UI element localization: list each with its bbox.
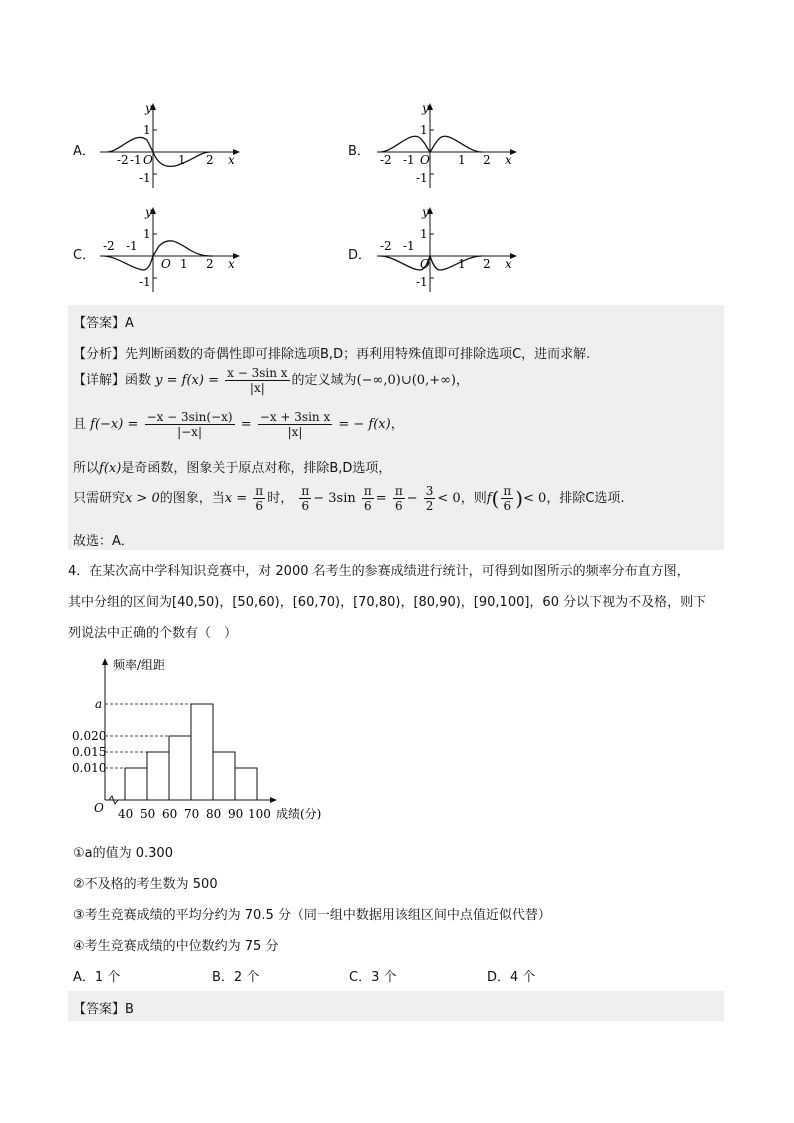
y-axis-label: 频率/组距: [113, 658, 166, 672]
histogram-bar: [191, 704, 213, 800]
text: 只需研究: [73, 491, 126, 506]
denominator: 6: [255, 499, 264, 513]
numerator: π: [503, 484, 512, 498]
numerator: π: [363, 484, 372, 498]
fraction: [145, 410, 235, 439]
q4-answer-line: [73, 998, 134, 1017]
tick-y-neg1: -1: [139, 275, 151, 289]
fraction-pi-6: [362, 484, 374, 513]
tick-y-1: 1: [420, 227, 428, 241]
origin-label: O: [420, 153, 430, 167]
tick-x-1: 1: [178, 153, 186, 167]
y-tick-label: 0.010: [72, 761, 107, 775]
denominator: 2: [425, 499, 434, 513]
numerator: x − 3sin x: [227, 366, 288, 380]
tick-x-2: 2: [483, 153, 491, 167]
tick-x-neg2: -2: [380, 153, 392, 167]
text: 函数: [125, 373, 152, 388]
y-axis-label: y: [145, 101, 152, 115]
option-d-label: D．: [348, 248, 372, 263]
answer-tag: 【答案】: [73, 316, 126, 331]
choice-b: B．2 个: [212, 970, 260, 985]
choice-a: A．1 个: [73, 970, 121, 985]
x-axis-label: x: [228, 257, 235, 271]
x-axis-label: 成绩(分): [276, 807, 322, 821]
x-tick-label: 70: [184, 807, 200, 821]
denominator: |−x|: [177, 425, 202, 439]
answer-line: [73, 312, 134, 331]
analysis-text: 先判断函数的奇偶性即可排除选项B,D；再利用特殊值即可排除选项C，进而求解.: [125, 347, 591, 362]
numerator: 3: [425, 484, 434, 498]
graph-option-a: [95, 100, 245, 190]
tick-x-1: 1: [458, 257, 466, 271]
graph-option-b: [372, 100, 522, 190]
origin-label: O: [143, 153, 153, 167]
denominator: |x|: [287, 425, 303, 439]
histogram-bar: [125, 768, 147, 800]
frequency-histogram: [68, 650, 358, 830]
histogram-bar: [147, 752, 169, 800]
tick-y-1: 1: [420, 123, 428, 137]
question-line: 列说法中正确的个数有（ ）: [68, 626, 238, 641]
text: 的图象，当: [159, 491, 225, 506]
y-tick-label: a: [95, 697, 103, 711]
histogram-bar: [235, 768, 257, 800]
numerator: π: [255, 484, 264, 498]
text: ，排除C选项.: [546, 491, 625, 506]
tick-x-neg1: -1: [126, 239, 138, 253]
option-a-label: A．: [73, 144, 95, 159]
fraction-pi-6: [299, 484, 311, 513]
tick-x-2: 2: [483, 257, 491, 271]
math-f: f: [486, 491, 492, 506]
answer-value: A: [125, 316, 134, 331]
statement-3: ③考生竞赛成绩的平均分约为 70.5 分（同一组中数据用该组区间中点值近似代替）: [73, 908, 551, 923]
text: 时，: [267, 491, 294, 506]
statement-4: ④考生竞赛成绩的中位数约为 75 分: [73, 939, 279, 954]
detail-line-3: [73, 457, 391, 476]
option-b-label: B．: [348, 144, 370, 159]
text: ，: [456, 373, 470, 388]
tick-x-2: 2: [206, 257, 214, 271]
y-tick-label: 0.015: [72, 745, 107, 759]
math-domain: (−∞,0)∪(0,+∞): [356, 373, 456, 388]
numerator: −x + 3sin x: [259, 410, 331, 424]
y-axis-arrow: [102, 658, 108, 665]
x-tick-label: 100: [248, 807, 271, 821]
choice-c: C．3 个: [349, 970, 397, 985]
text: ，则: [460, 491, 487, 506]
math-func: y = f(x) =: [155, 373, 219, 388]
text: ，: [390, 417, 404, 432]
x-tick-label: 40: [118, 807, 134, 821]
question-line: 其中分组的区间为[40,50)，[50,60)，[60,70)，[70,80)，[80,90)，[90,100]，60 分以下视为不及格，则下: [68, 595, 707, 610]
x-tick-label: 90: [228, 807, 244, 821]
fraction-pi-6: [253, 484, 265, 513]
origin-label: O: [94, 801, 104, 815]
statement-1: ①a的值为 0.300: [73, 846, 173, 861]
numerator: π: [301, 484, 310, 498]
text: 是奇函数，图象关于原点对称，排除B,D选项，: [121, 461, 392, 476]
denominator: 6: [503, 499, 512, 513]
graph-option-c: [95, 204, 245, 294]
math-lt: < 0: [523, 491, 547, 506]
fraction: [258, 410, 332, 439]
text: 且: [73, 417, 87, 432]
statement-2: ②不及格的考生数为 500: [73, 877, 218, 892]
math-lt: < 0: [437, 491, 461, 506]
math-rhs: = − f(x): [338, 417, 391, 432]
y-axis-label: y: [422, 205, 429, 219]
detail-line-1: [73, 366, 469, 395]
denominator: |x|: [249, 381, 265, 395]
tick-x-neg2: -2: [103, 239, 115, 253]
tick-y-neg1: -1: [416, 171, 428, 185]
conclusion-line: 故选：A．: [73, 534, 134, 549]
y-tick-label: 0.020: [72, 729, 107, 743]
x-axis-arrow: [270, 797, 277, 803]
text: 的定义域为: [291, 373, 357, 388]
tick-y-neg1: -1: [139, 171, 151, 185]
tick-x-neg1: -1: [130, 153, 142, 167]
choice-d: D．4 个: [487, 970, 536, 985]
detail-line-2: 且 f(−x) = $\frac{-x - 3\sin(-x)}{|-x|}$ = $\frac{\text{−x + 3sin x}}{|x|}$ = − f(x)，: [73, 410, 404, 439]
tick-x-neg1: -1: [403, 239, 415, 253]
x-tick-label: 50: [140, 807, 156, 821]
question-line: 4．在某次高中学科知识竞赛中，对 2000 名考生的参赛成绩进行统计，可得到如图所示的频率分布直方图，: [68, 564, 690, 579]
tick-x-neg2: -2: [117, 153, 129, 167]
x-axis-label: x: [505, 257, 512, 271]
analysis-tag: 【分析】: [73, 347, 126, 362]
histogram-bar: [213, 752, 235, 800]
histogram-bar: [169, 736, 191, 800]
denominator: 6: [394, 499, 403, 513]
numerator: −x − 3sin(−x): [146, 410, 233, 424]
graph-option-d: [372, 204, 522, 294]
math-x: x =: [224, 491, 248, 506]
answer-block-q4: [68, 991, 724, 1021]
y-axis-label: y: [145, 205, 152, 219]
question-4-text: [68, 556, 728, 649]
math-lhs: f(−x) =: [90, 417, 139, 432]
fraction-pi-6: [393, 484, 405, 513]
tick-x-neg2: -2: [380, 239, 392, 253]
fraction-3-2: [424, 484, 436, 513]
tick-y-1: 1: [143, 123, 151, 137]
tick-x-1: 1: [458, 153, 466, 167]
tick-x-neg1: -1: [403, 153, 415, 167]
option-c-label: C．: [73, 248, 96, 263]
math-fx: f(x): [99, 461, 122, 476]
math-cond: x > 0: [125, 491, 160, 506]
x-tick-label: 60: [162, 807, 178, 821]
y-axis-label: y: [422, 101, 429, 115]
fraction: [225, 366, 289, 395]
fraction-pi-6: [501, 484, 513, 513]
analysis-line: [73, 343, 590, 362]
denominator: 6: [301, 499, 310, 513]
detail-tag: 【详解】: [73, 373, 126, 388]
answer-value: B: [125, 1002, 134, 1017]
origin-label: O: [161, 257, 171, 271]
tick-y-neg1: -1: [416, 275, 428, 289]
denominator: 6: [364, 499, 372, 513]
x-axis-label: x: [505, 153, 512, 167]
math-calc: − 3sin: [313, 491, 356, 506]
tick-x-1: 1: [180, 257, 188, 271]
origin-label: O: [420, 257, 430, 271]
detail-line-4: 只需研究x > 0的图象，当x = $\frac{\pi}{6}$ 时， $\frac{\pi}{6}$ − 3sin $\frac{\pi}{6}$ = $\frac{\pi}{6}$ − $\frac{3}{2}$ < 0，则f( $\frac{\pi}{6}$ )< 0，排除C选项.: [73, 484, 625, 513]
answer-tag: 【答案】: [73, 1002, 126, 1017]
text: 所以: [73, 461, 100, 476]
tick-x-2: 2: [206, 153, 214, 167]
tick-y-1: 1: [143, 227, 151, 241]
math-minus: −: [406, 491, 418, 506]
numerator: π: [394, 484, 403, 498]
x-axis-label: x: [228, 153, 235, 167]
x-tick-label: 80: [206, 807, 222, 821]
